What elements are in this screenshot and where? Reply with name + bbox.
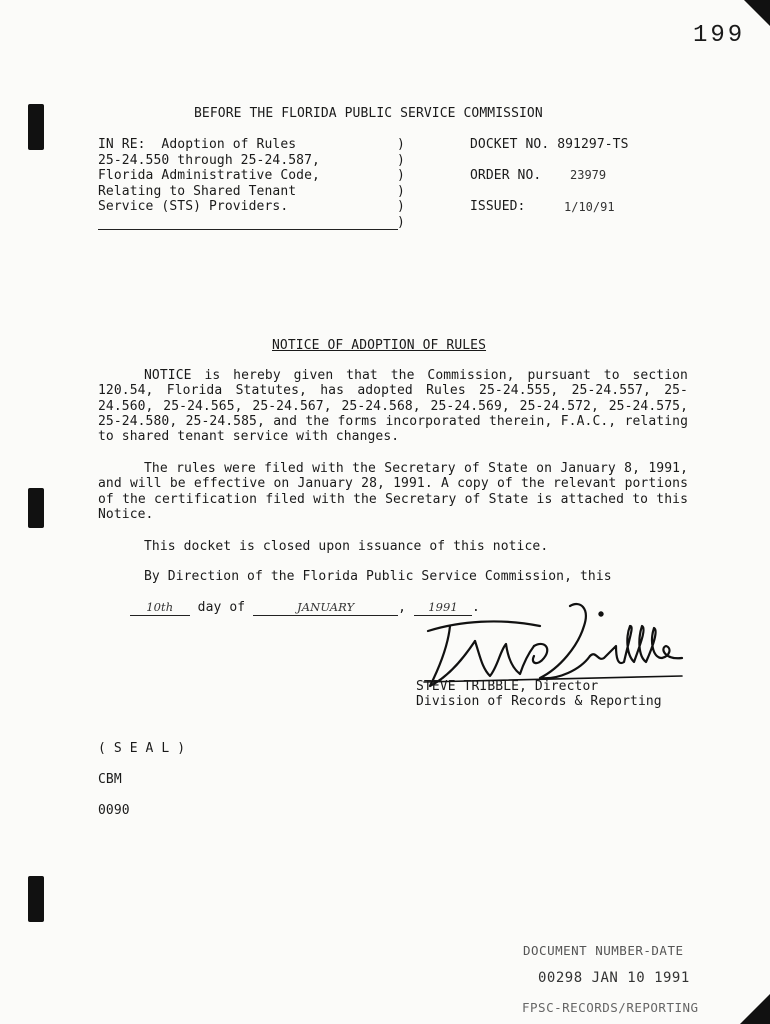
notice-paragraph-1: NOTICE is hereby given that the Commission, pursuant to section 120.54, Florida Statutes, has adopted Rules 25-24.555, 25-24.557, 25-24.560, 25-24.565, 25-24.567, 25-24.568, 25-24.569, 25-24.572, 25-24.575, 25-24.580, 25-24.585, and the forms incorporated therein, F.A.C., relating to shared tenant service with changes. [98,368,688,445]
date-comma: , [398,599,407,615]
date-day: 10th [130,600,190,617]
scan-corner-bottom-right [740,994,770,1024]
seal-label: ( S E A L ) [98,741,186,756]
caption-line: Relating to Shared Tenant [98,183,297,199]
issued-label: ISSUED: [470,199,526,214]
caption-rule [98,229,398,230]
punch-hole-middle [28,488,44,528]
notice-paragraph-3: This docket is closed upon issuance of this notice. [144,539,549,554]
stamp-heading: DOCUMENT NUMBER-DATE [523,943,684,958]
caption-line: Service (STS) Providers. [98,199,289,214]
date-day-of: day of [197,599,246,615]
caption-line: Florida Administrative Code, [98,168,320,183]
page-number: 199 [693,22,746,49]
date-month: JANUARY [253,600,398,617]
date-period: . [472,599,480,615]
caption-paren: ) [397,168,405,183]
scan-corner-top-right [744,0,770,26]
notice-title: NOTICE OF ADOPTION OF RULES [272,338,487,353]
signer-name-title: STEVE TRIBBLE, Director [416,679,599,694]
punch-hole-bottom [28,876,44,922]
notice-paragraph-4: By Direction of the Florida Public Service Commission, this [144,569,612,584]
initials: CBM [98,772,122,787]
notice-paragraph-2: The rules were filed with the Secretary of State on January 8, 1991, and will be effective on January 28, 1991. A copy of the relevant portions of the certification filed with the Secretary of State is attached to this Notice. [98,461,688,522]
caption-paren: ) [397,199,405,214]
stamp-number-date: 00298 JAN 10 1991 [538,970,690,986]
caption-paren: ) [397,137,405,152]
document-code: 0090 [98,803,130,818]
caption-paren: ) [397,152,405,168]
docket-number: DOCKET NO. 891297-TS [470,137,629,152]
date-year: 1991 [414,600,472,617]
stamp-office: FPSC-RECORDS/REPORTING [522,1000,699,1015]
order-number: 23979 [570,168,607,182]
caption-line: IN RE: Adoption of Rules [98,137,297,152]
caption-paren: ) [397,214,405,230]
caption-paren: ) [397,183,405,199]
caption-line: 25-24.550 through 25-24.587, [98,152,320,168]
punch-hole-top [28,104,44,150]
signer-division: Division of Records & Reporting [416,694,662,709]
issued-date: 1/10/91 [564,200,615,214]
order-label: ORDER NO. [470,168,542,183]
commission-heading: BEFORE THE FLORIDA PUBLIC SERVICE COMMISSION [194,106,543,121]
